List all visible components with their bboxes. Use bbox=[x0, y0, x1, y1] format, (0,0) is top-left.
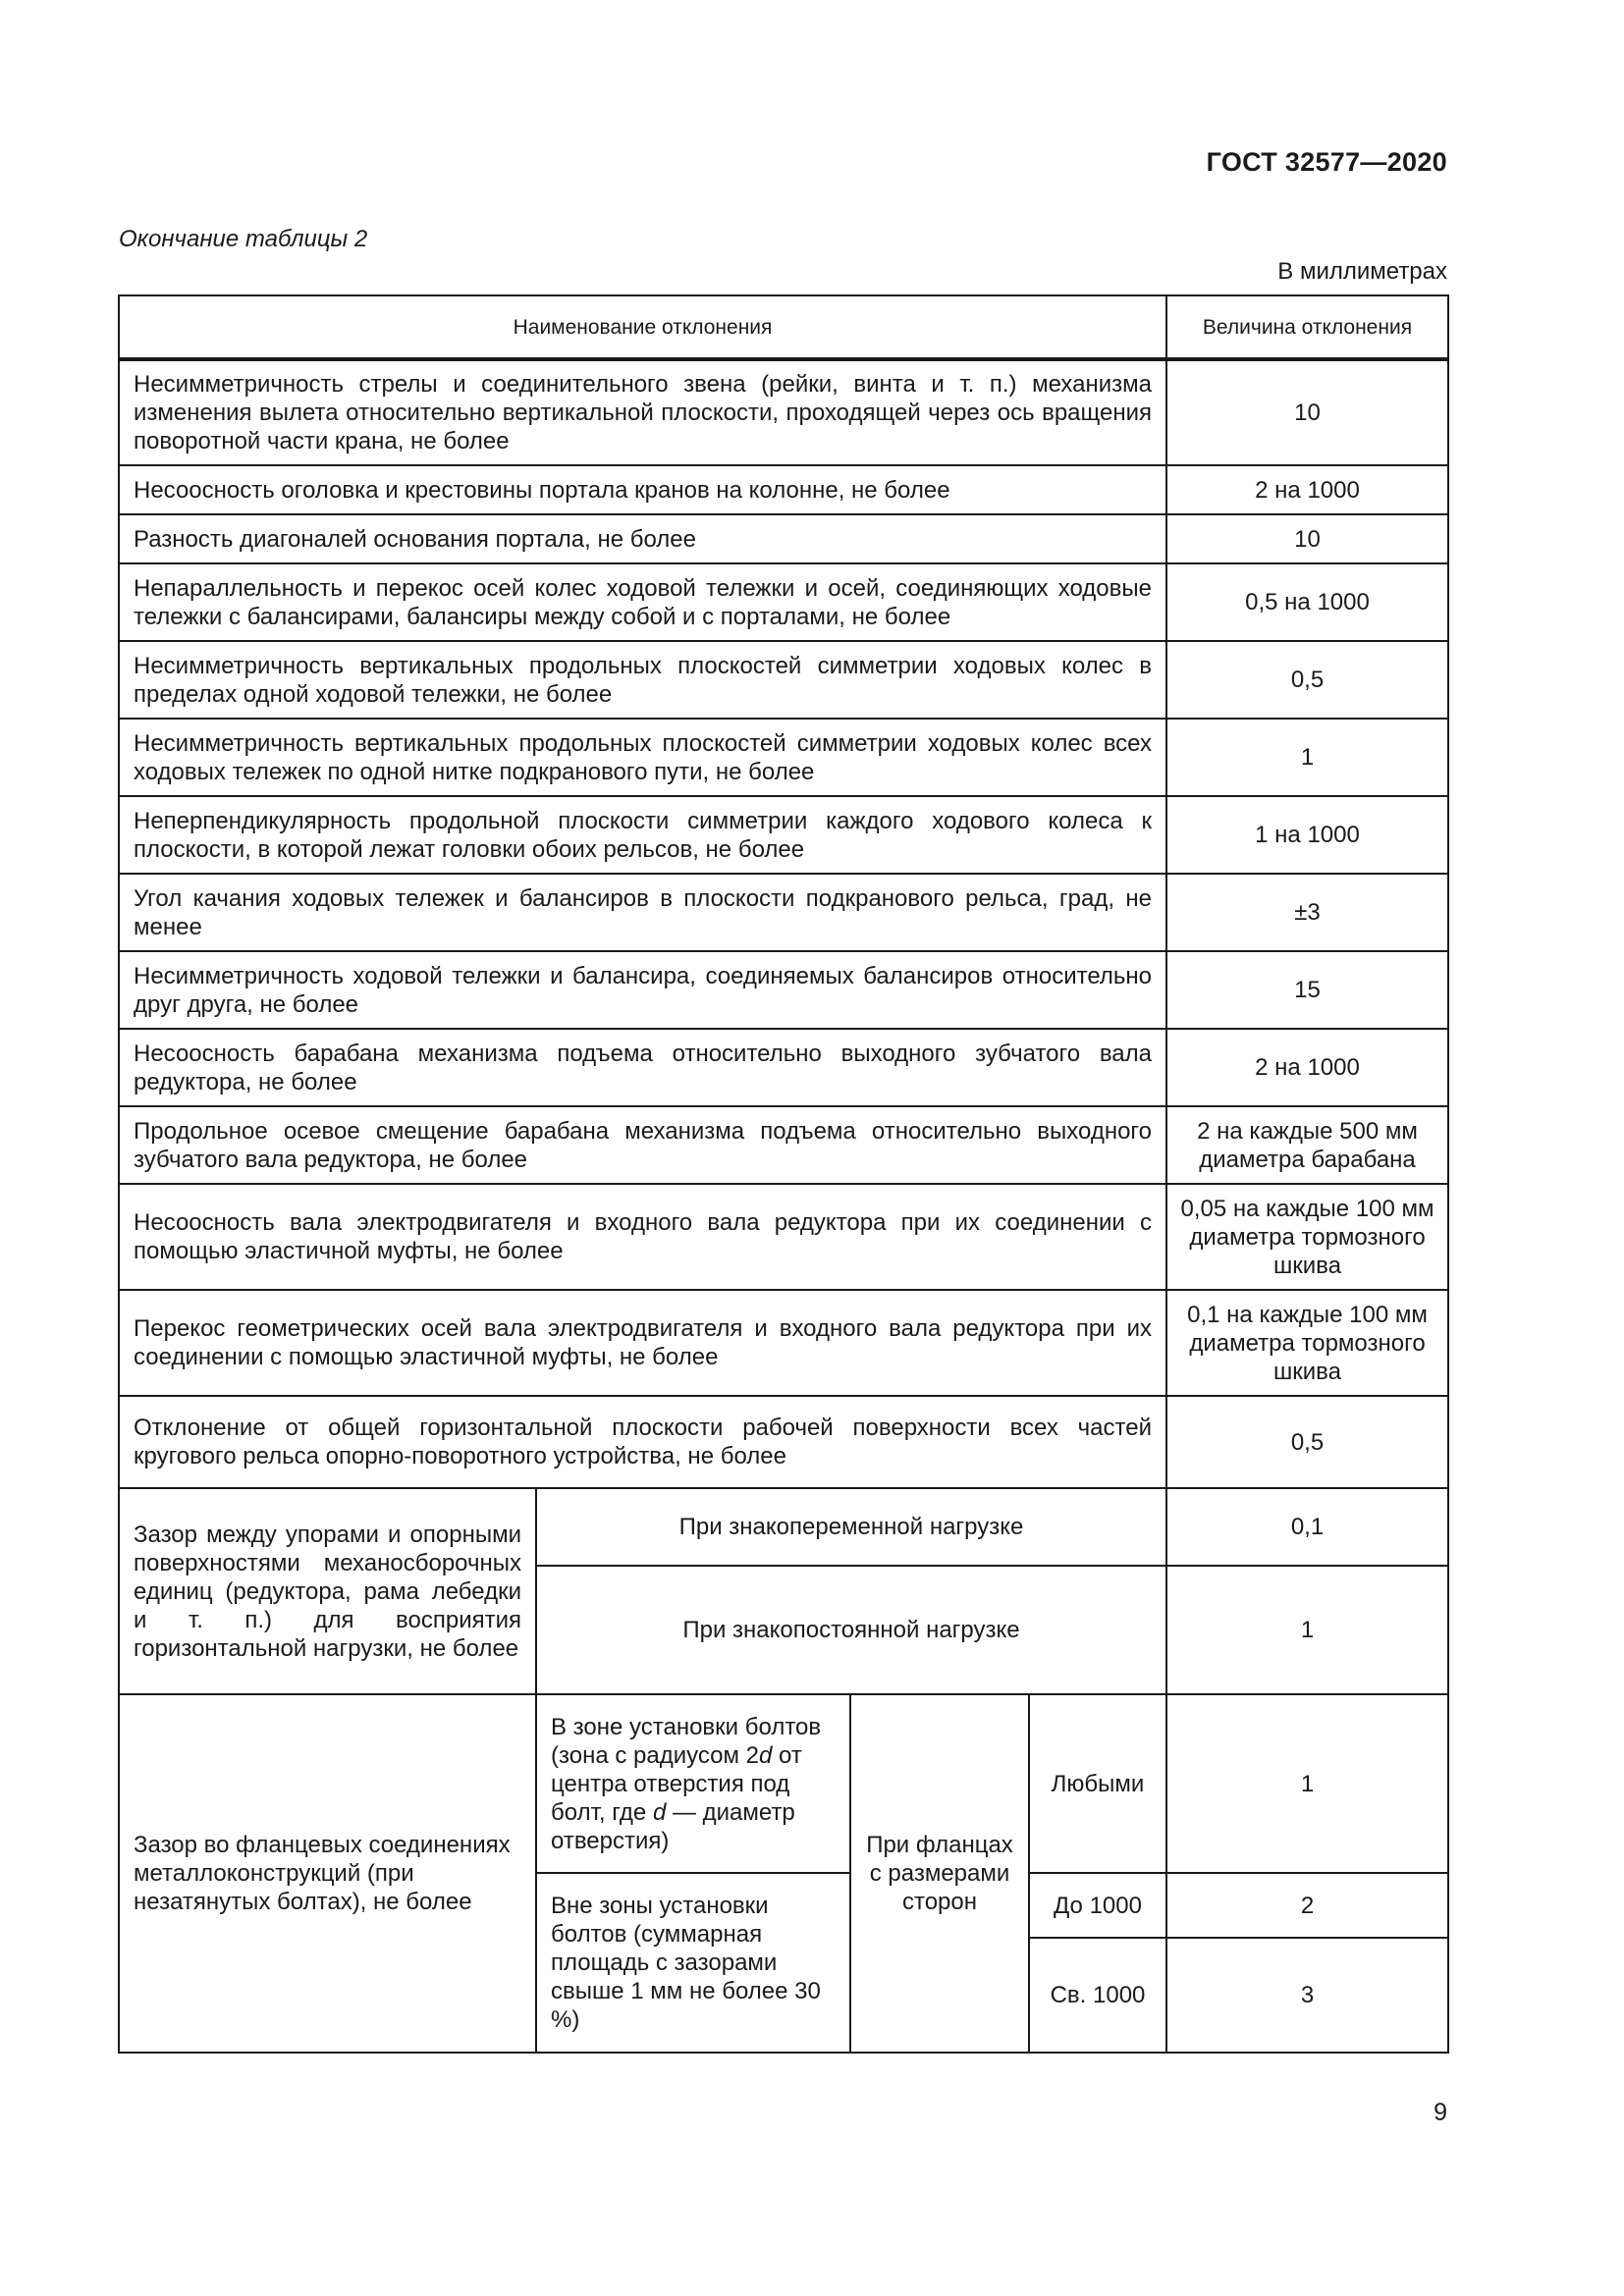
table-row bbox=[119, 1184, 1448, 1290]
deviation-name: Несимметричность стрелы и соединительного звена (рейки, винта и т. п.) механизма изменения вылета относительно вертикальной плоскости, проходящей через ось вращения поворотной части крана, не более bbox=[119, 359, 1166, 465]
deviation-name: Перекос геометрических осей вала электродвигателя и входного вала редуктора при их соединении с помощью эластичной муфты, не более bbox=[119, 1290, 1166, 1396]
deviation-value: 10 bbox=[1166, 514, 1448, 563]
deviation-name: Несоосность барабана механизма подъема относительно выходного зубчатого вала редуктора, не более bbox=[119, 1029, 1166, 1106]
deviation-value: 2 на 1000 bbox=[1166, 465, 1448, 514]
deviation-value: 15 bbox=[1166, 951, 1448, 1029]
deviation-name: Неперпендикулярность продольной плоскости симметрии каждого ходового колеса к плоскости, в которой лежат головки обоих рельсов, не более bbox=[119, 796, 1166, 874]
deviation-name: Продольное осевое смещение барабана механизма подъема относительно выходного зубчатого вала редуктора, не более bbox=[119, 1106, 1166, 1184]
bolt-zone-outside: Вне зоны установки болтов (суммарная площадь с зазорами свыше 1 мм не более 30 %) bbox=[536, 1873, 850, 2053]
table-row bbox=[119, 641, 1448, 719]
deviation-value: 1 bbox=[1166, 719, 1448, 796]
table-row bbox=[119, 465, 1448, 514]
deviation-value: 0,5 bbox=[1166, 641, 1448, 719]
deviation-value: 2 на каждые 500 мм диаметра барабана bbox=[1166, 1106, 1448, 1184]
flange-size: До 1000 bbox=[1029, 1873, 1166, 1938]
deviation-value: 0,1 bbox=[1166, 1488, 1448, 1566]
table-row bbox=[119, 1106, 1448, 1184]
deviation-value: 3 bbox=[1166, 1938, 1448, 2053]
flange-gap-name: Зазор во фланцевых соединениях металлоконструкций (при незатянутых болтах), не более bbox=[119, 1694, 536, 2053]
units-note: В миллиметрах bbox=[1277, 258, 1447, 285]
deviations-table bbox=[118, 294, 1449, 2054]
table-caption: Окончание таблицы 2 bbox=[119, 226, 368, 252]
bolt-zone-inside: В зоне установки болтов (зона с радиусом 2d от центра отверстия под болт, где d — диаметр отверстия) bbox=[536, 1694, 850, 1873]
deviation-value: 0,05 на каждые 100 мм диаметра тормозного шкива bbox=[1166, 1184, 1448, 1290]
flange-size: Любыми bbox=[1029, 1694, 1166, 1873]
deviation-value: 10 bbox=[1166, 359, 1448, 465]
table-row bbox=[119, 719, 1448, 796]
deviation-name: Несоосность вала электродвигателя и входного вала редуктора при их соединении с помощью эластичной муфты, не более bbox=[119, 1184, 1166, 1290]
deviation-value: 1 bbox=[1166, 1566, 1448, 1694]
table-row bbox=[119, 1488, 1448, 1566]
deviation-value: 2 bbox=[1166, 1873, 1448, 1938]
table-row bbox=[119, 796, 1448, 874]
table-row bbox=[119, 874, 1448, 951]
deviation-value: 0,1 на каждые 100 мм диаметра тормозного шкива bbox=[1166, 1290, 1448, 1396]
table-row bbox=[119, 951, 1448, 1029]
flange-size: Св. 1000 bbox=[1029, 1938, 1166, 2053]
deviation-name: Отклонение от общей горизонтальной плоскости рабочей поверхности всех частей кругового рельса опорно-поворотного устройства, не более bbox=[119, 1396, 1166, 1488]
header-deviation-value: Величина отклонения bbox=[1166, 295, 1448, 359]
table-row bbox=[119, 1694, 1448, 1873]
header-deviation-name: Наименование отклонения bbox=[119, 295, 1166, 359]
table-row bbox=[119, 1396, 1448, 1488]
deviation-value: 0,5 bbox=[1166, 1396, 1448, 1488]
load-condition: При знакопеременной нагрузке bbox=[536, 1488, 1166, 1566]
deviation-value: 1 bbox=[1166, 1694, 1448, 1873]
table-row bbox=[119, 563, 1448, 641]
page-number: 9 bbox=[1434, 2099, 1447, 2126]
deviation-value: 1 на 1000 bbox=[1166, 796, 1448, 874]
deviation-name: Несоосность оголовка и крестовины портала кранов на колонне, не более bbox=[119, 465, 1166, 514]
table-header-row bbox=[119, 295, 1448, 359]
deviation-name: Угол качания ходовых тележек и балансиров в плоскости подкранового рельса, град, не менее bbox=[119, 874, 1166, 951]
deviation-value: 0,5 на 1000 bbox=[1166, 563, 1448, 641]
table-row bbox=[119, 1029, 1448, 1106]
deviation-name: Несимметричность вертикальных продольных плоскостей симметрии ходовых колес всех ходовых тележек по одной нитке подкранового пути, не более bbox=[119, 719, 1166, 796]
gap-stops-name: Зазор между упорами и опорными поверхностями механосборочных единиц (редуктора, рама лебедки и т. п.) для восприятия горизонтальной нагрузки, не более bbox=[119, 1488, 536, 1694]
table-row bbox=[119, 1290, 1448, 1396]
deviation-name: Разность диагоналей основания портала, не более bbox=[119, 514, 1166, 563]
table-row bbox=[119, 359, 1448, 465]
table-row bbox=[119, 514, 1448, 563]
deviation-name: Непараллельность и перекос осей колес ходовой тележки и осей, соединяющих ходовые тележки с балансирами, балансиры между собой и с порталами, не более bbox=[119, 563, 1166, 641]
deviation-name: Несимметричность вертикальных продольных плоскостей симметрии ходовых колес в пределах одной ходовой тележки, не более bbox=[119, 641, 1166, 719]
deviation-value: ±3 bbox=[1166, 874, 1448, 951]
deviation-name: Несимметричность ходовой тележки и балансира, соединяемых балансиров относительно друг друга, не более bbox=[119, 951, 1166, 1029]
standard-designation: ГОСТ 32577—2020 bbox=[1206, 147, 1447, 177]
deviation-value: 2 на 1000 bbox=[1166, 1029, 1448, 1106]
load-condition: При знакопостоянной нагрузке bbox=[536, 1566, 1166, 1694]
flange-sizes-label: При фланцах с размерами сторон bbox=[850, 1694, 1029, 2053]
